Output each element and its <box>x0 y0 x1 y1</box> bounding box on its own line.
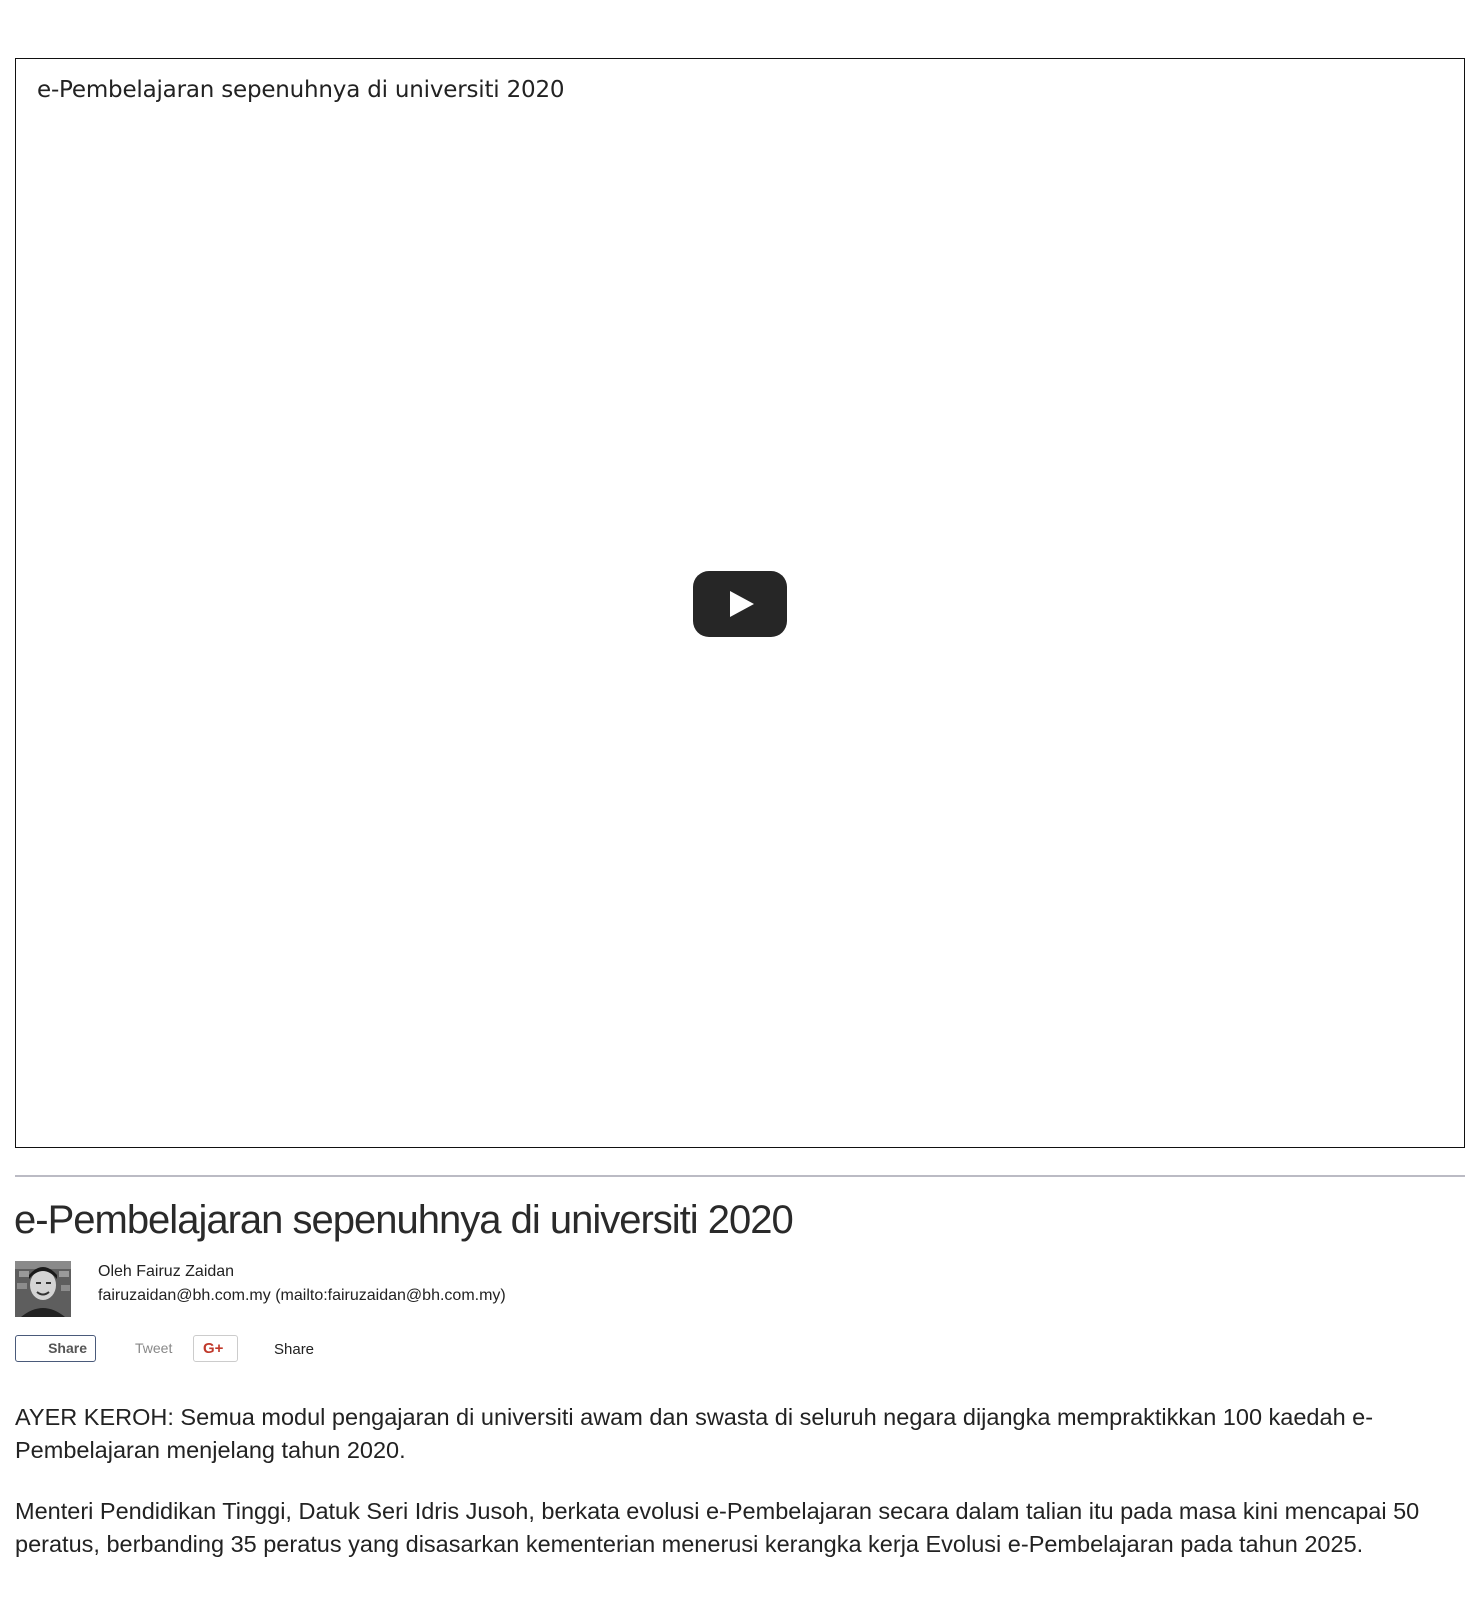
video-title[interactable]: e-Pembelajaran sepenuhnya di universiti 2020 <box>37 77 565 103</box>
divider <box>15 1175 1465 1177</box>
article-headline: e-Pembelajaran sepenuhnya di universiti 2020 <box>14 1198 793 1242</box>
author-name: Oleh Fairuz Zaidan <box>98 1263 235 1280</box>
tweet-button[interactable]: Tweet <box>135 1340 173 1356</box>
article-paragraph: AYER KEROH: Semua modul pengajaran di universiti awam dan swasta di seluruh negara dijangka mempraktikkan 100 kaedah e-Pembelajaran menjelang tahun 2020. <box>15 1404 1374 1463</box>
share-button[interactable]: Share <box>274 1341 315 1358</box>
play-button[interactable] <box>693 571 787 637</box>
facebook-share-button[interactable]: Share <box>15 1335 96 1362</box>
author-avatar <box>15 1261 71 1317</box>
google-plus-button[interactable]: G+ <box>193 1335 238 1362</box>
author-email-link[interactable]: fairuzaidan@bh.com.my (mailto:fairuzaidan@bh.com.my) <box>98 1287 506 1304</box>
article-paragraph: Menteri Pendidikan Tinggi, Datuk Seri Idris Jusoh, berkata evolusi e-Pembelajaran secara dalam talian itu pada masa kini mencapai 50 peratus, berbanding 35 peratus yang disasarkan kementerian menerusi kerangka kerja Evolusi e-Pembelajaran pada tahun 2025. <box>15 1498 1420 1557</box>
author-photo-icon <box>15 1261 71 1317</box>
video-player[interactable] <box>15 58 1465 1148</box>
play-icon <box>730 591 754 617</box>
